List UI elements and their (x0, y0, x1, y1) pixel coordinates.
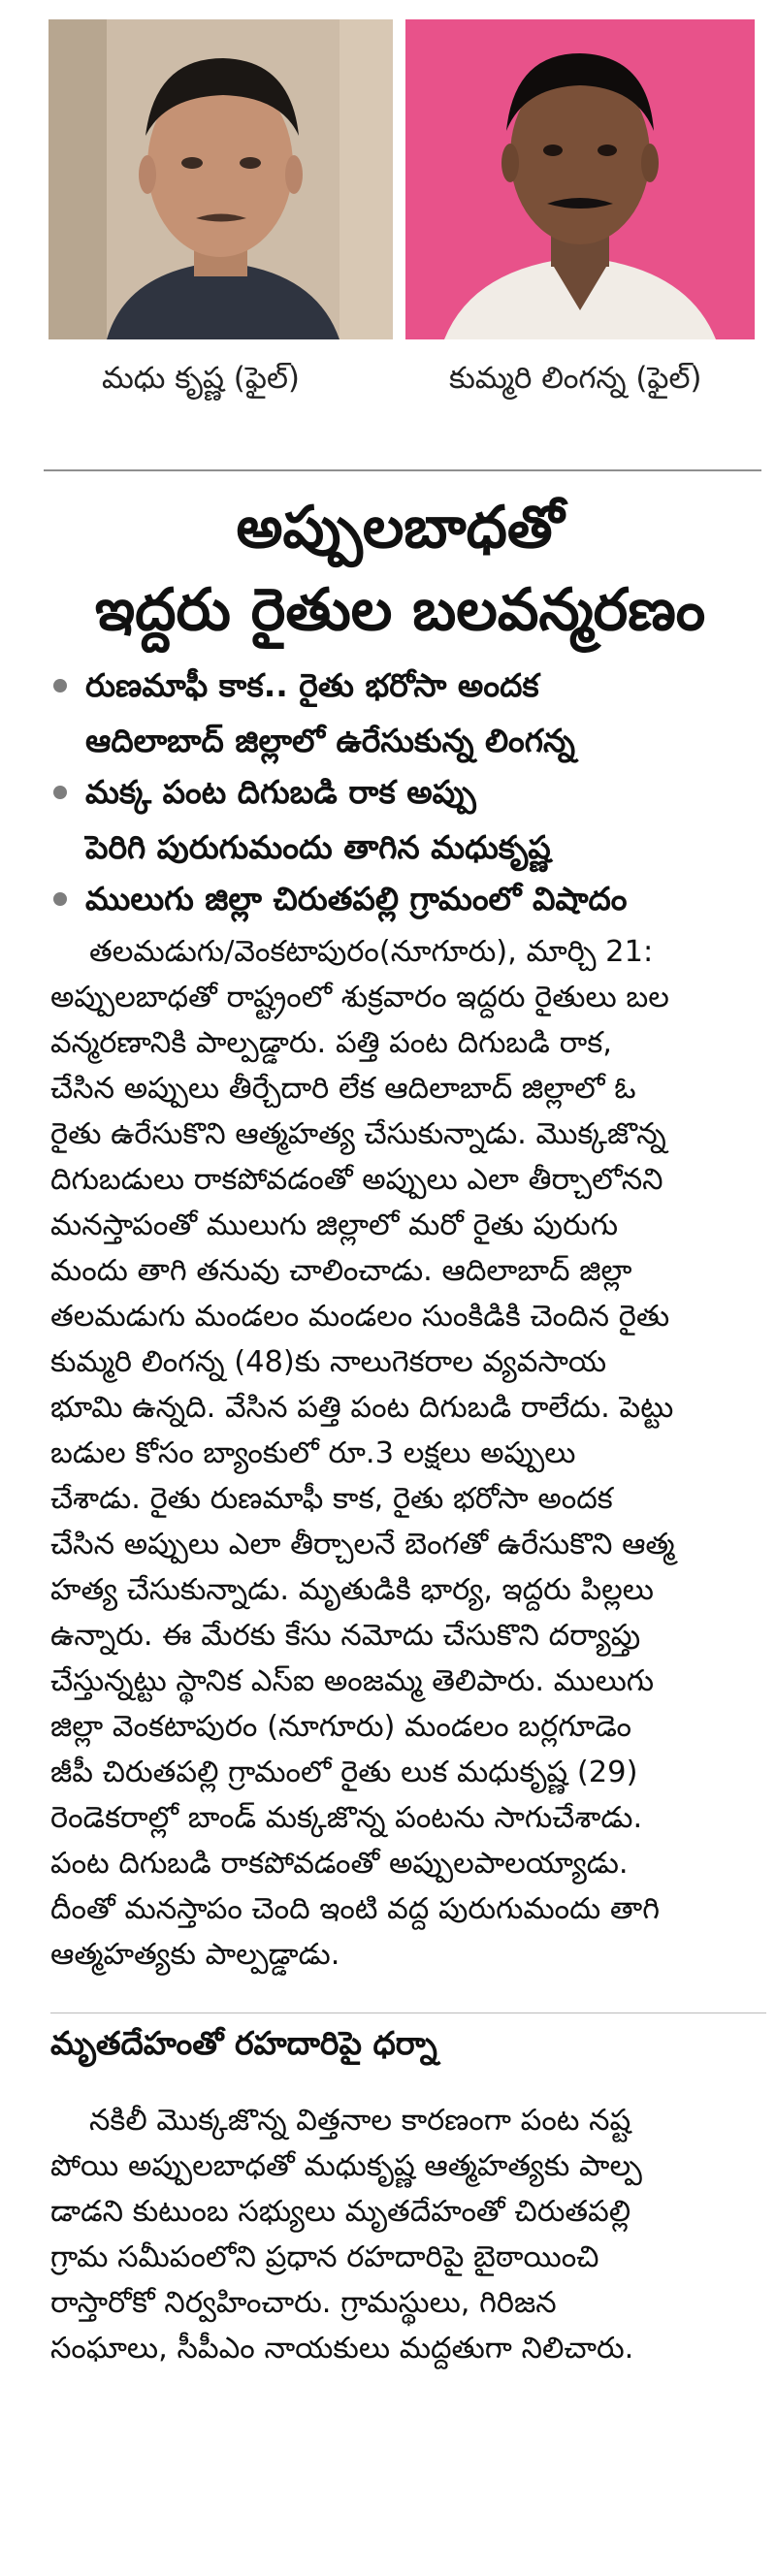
article-line: హత్య చేసుకున్నాడు. మృతుడికి భార్య, ఇద్దరు పిల్లలు (50, 1573, 654, 1607)
article-line: కుమ్మరి లింగన్న (48)కు నాలుగెకరాల వ్యవసాయ (50, 1345, 607, 1379)
article-line: చేసిన అప్పులు ఎలా తీర్చాలనే బెంగతో ఉరేసుకొని ఆత్మ (50, 1528, 675, 1562)
photo-kummari-linganna (405, 19, 755, 339)
article-line: రైతు ఉరేసుకొని ఆత్మహత్య చేసుకున్నాడు. మొక్కజొన్న (50, 1117, 666, 1151)
article-line: జీపీ చిరుతపల్లి గ్రామంలో రైతు లుక మధుకృష్ణ (29) (50, 1755, 638, 1789)
article-line: అప్పులబాధతో రాష్ట్రంలో శుక్రవారం ఇద్దరు రైతులు బల (50, 981, 669, 1014)
article-line: చేసిన అప్పులు తీర్చేదారి లేక ఆదిలాబాద్ జిల్లాలో ఓ (50, 1072, 636, 1106)
closing-line: పోయి అప్పులబాధతో మధుకృష్ణ ఆత్మహత్యకు పాల్ప (50, 2149, 642, 2183)
article-line: మనస్తాపంతో ములుగు జిల్లాలో మరో రైతు పురుగు (50, 1208, 619, 1242)
divider (44, 469, 761, 471)
closing-line: డాడని కుటుంబ సభ్యులు మృతదేహంతో చిరుతపల్లి (50, 2195, 631, 2229)
article-line: చేస్తున్నట్టు స్థానిక ఎస్ఐ అంజమ్మ తెలిపారు. ములుగు (50, 1664, 655, 1698)
article-line: రెండెకరాల్లో బాండ్ మక్కజొన్న పంటను సాగుచేశాడు. (50, 1801, 643, 1835)
caption-kummari-linganna: కుమ్మరి లింగన్న (ఫైల్) (449, 361, 702, 396)
bullet-3-line-1: ములుగు జిల్లా చిరుతపల్లి గ్రామంలో విషాదం (85, 880, 628, 918)
bullet-dot-icon (53, 679, 67, 692)
closing-line: గ్రామ సమీపంలోని ప్రధాన రహదారిపై బైఠాయించి (50, 2240, 599, 2274)
article-dateline: తలమడుగు/వెంకటాపురం(నూగూరు), మార్చి 21: (89, 935, 654, 969)
bullet-dot-icon (53, 892, 67, 906)
portrait-older-man-image (405, 19, 755, 339)
closing-line: రాస్తారోకో నిర్వహించారు. గ్రామస్థులు, గిరిజన (50, 2286, 557, 2320)
bullet-1-line-2: ఆదిలాబాద్ జిల్లాలో ఉరేసుకున్న లింగన్న (85, 722, 575, 759)
article-line: ఆత్మహత్యకు పాల్పడ్డాడు. (50, 1938, 340, 1972)
headline-line-1: అప్పులబాధతో (236, 494, 565, 562)
article-line: భూమి ఉన్నది. వేసిన పత్తి పంట దిగుబడి రాలేదు. పెట్టు (50, 1391, 674, 1425)
bullet-2-line-2: పెరిగి పురుగుమందు తాగిన మధుకృష్ణ (85, 828, 551, 866)
article-line: వన్మరణానికి పాల్పడ్డారు. పత్తి పంట దిగుబడి రాక, (50, 1026, 612, 1060)
headline-line-2: ఇద్దరు రైతుల బలవన్మరణం (94, 576, 706, 644)
bullet-dot-icon (53, 786, 67, 799)
section-divider (50, 2012, 766, 2013)
subheading: మృతదేహంతో రహదారిపై ధర్నా (50, 2024, 437, 2062)
bullet-1-line-1: రుణమాఫీ కాక.. రైతు భరోసా అందక (85, 666, 539, 704)
article-line: జిల్లా వెంకటాపురం (నూగూరు) మండలం బర్లగూడెం (50, 1710, 631, 1744)
article-line: మందు తాగి తనువు చాలించాడు. ఆదిలాబాద్ జిల్లా (50, 1254, 632, 1288)
closing-line: సంఘాలు, సీపీఎం నాయకులు మద్దతుగా నిలిచారు. (50, 2332, 634, 2366)
article-line: దీంతో మనస్తాపం చెంది ఇంటి వద్ద పురుగుమందు తాగి (50, 1892, 661, 1926)
article-line: తలమడుగు మండలం మండలం సుంకిడికి చెందిన రైతు (50, 1300, 670, 1334)
article-line: దిగుబడులు రాకపోవడంతో అప్పులు ఎలా తీర్చాలోనని (50, 1163, 663, 1197)
article-line: బడుల కోసం బ్యాంకులో రూ.3 లక్షలు అప్పులు (50, 1436, 576, 1470)
article-line: పంట దిగుబడి రాకపోవడంతో అప్పులపాలయ్యాడు. (50, 1847, 629, 1881)
article-line: ఉన్నారు. ఈ మేరకు కేసు నమోదు చేసుకొని దర్యాప్తు (50, 1619, 641, 1653)
bullet-2-line-1: మక్క పంట దిగుబడి రాక అప్పు (85, 773, 476, 811)
photo-madhu-krishna (48, 19, 393, 339)
caption-madhu-krishna: మధు కృష్ణ (ఫైల్) (102, 361, 301, 396)
article-line: చేశాడు. రైతు రుణమాఫీ కాక, రైతు భరోసా అందక (50, 1482, 613, 1516)
closing-line: నకిలీ మొక్కజొన్న విత్తనాల కారణంగా పంట నష్ట (89, 2104, 631, 2138)
portrait-young-man-image (48, 19, 393, 339)
